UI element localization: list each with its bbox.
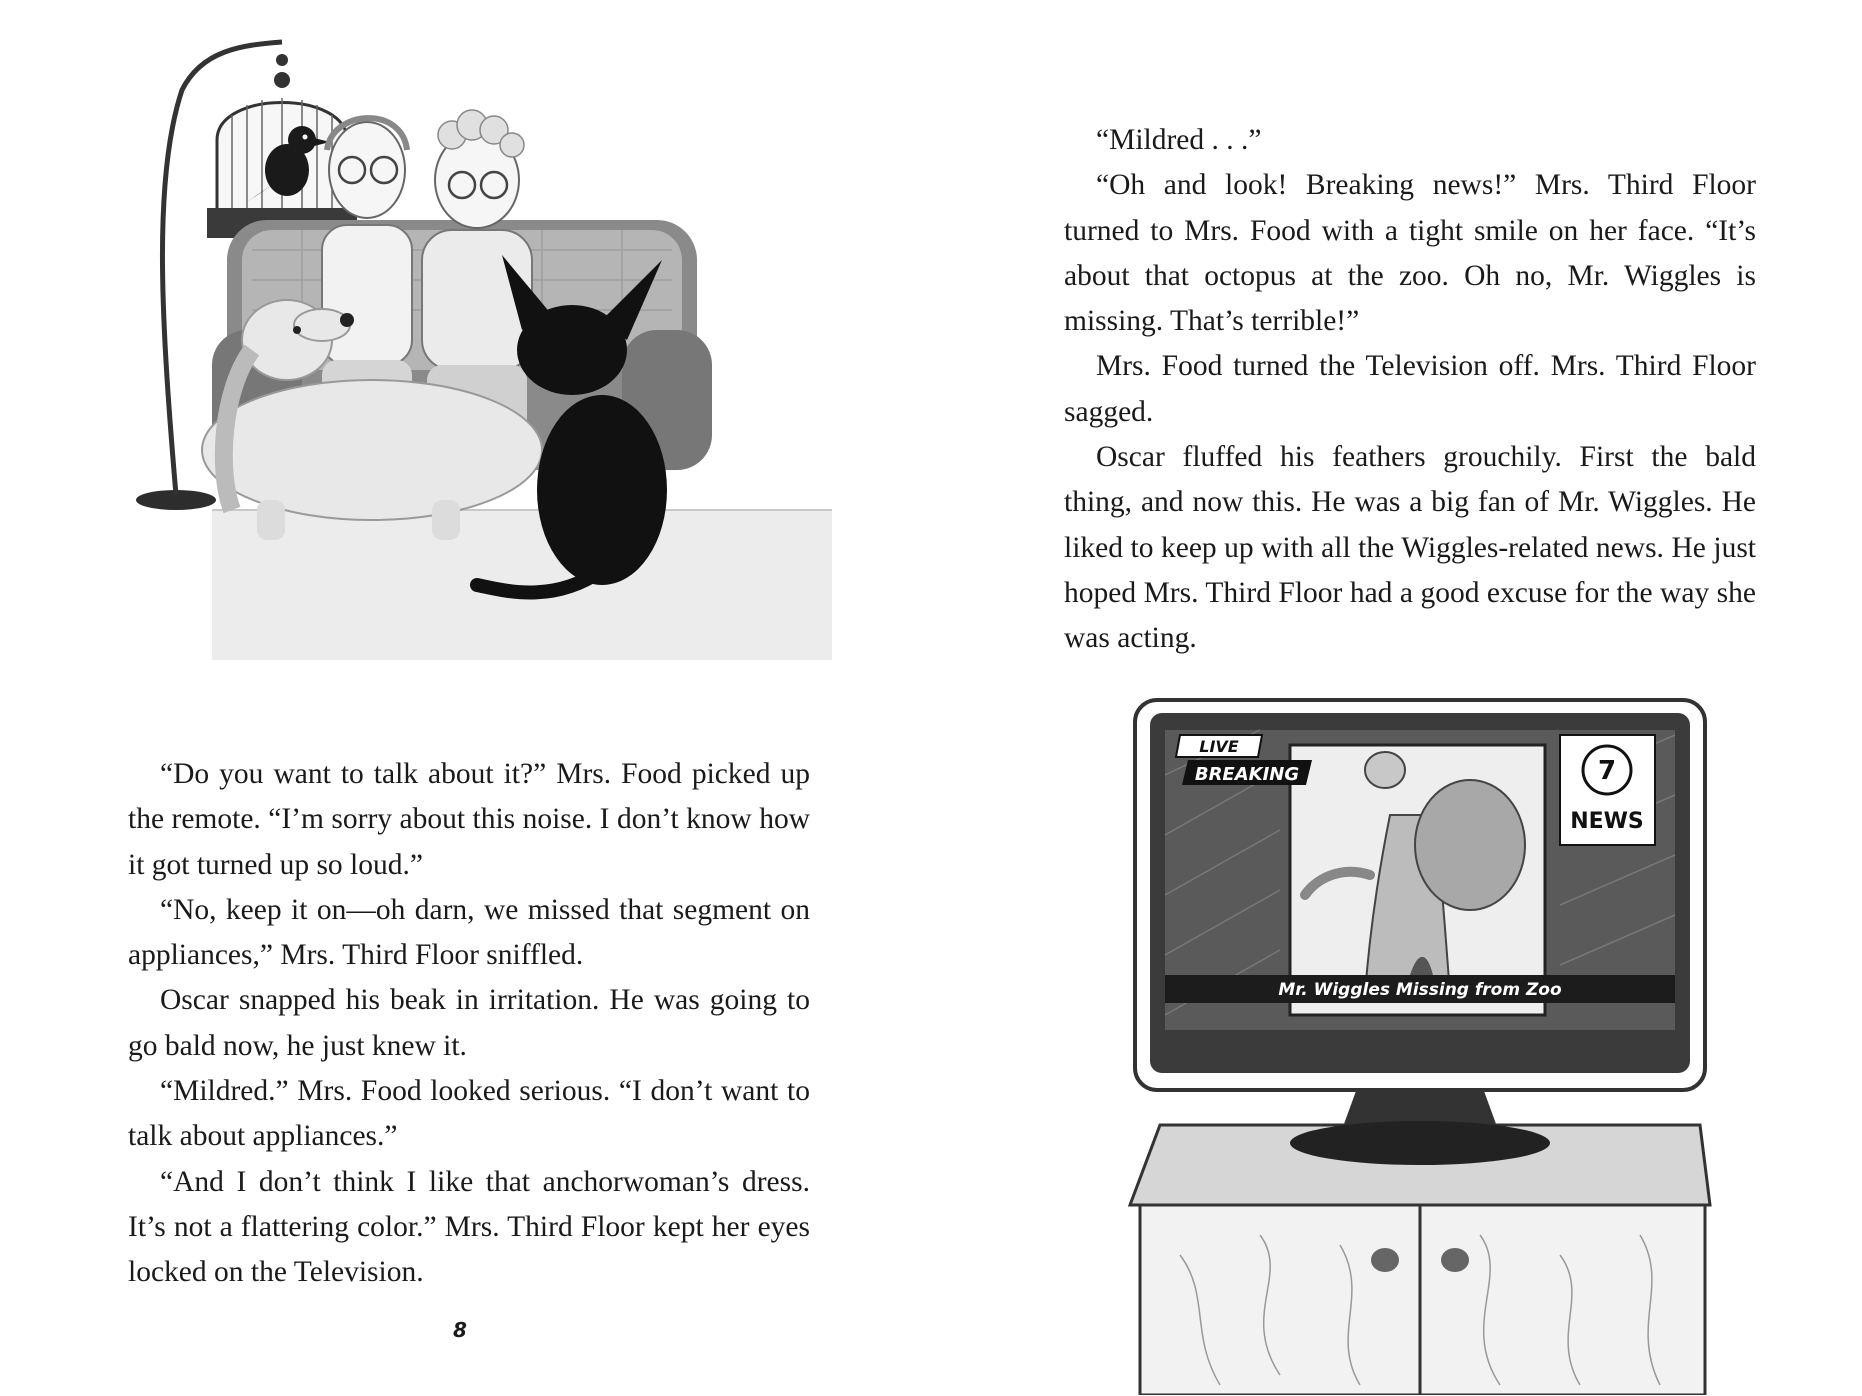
breaking-label: BREAKING — [1194, 764, 1300, 785]
tv-cabinet — [1130, 1125, 1710, 1395]
logo-number: 7 — [1597, 756, 1617, 786]
paragraph: “Oh and look! Breaking news!” Mrs. Third Floor turned to Mrs. Food with a tight smile on her face. “It’s about that octopus at the zoo. Oh no, Mr. Wiggles is missing. That’s terrible!” — [1064, 169, 1756, 338]
living-room-illustration — [122, 30, 862, 720]
news-logo — [1560, 735, 1655, 845]
paragraph: “And I don’t think I like that anchorwoman’s dress. It’s not a flattering color.” Mrs. Third Floor kept her eyes locked on the Television. — [128, 1165, 810, 1289]
breaking-badge — [1182, 760, 1312, 785]
paragraph: Mrs. Food turned the Television off. Mrs. Third Floor sagged. — [1064, 350, 1756, 428]
tv-stand — [1290, 1080, 1550, 1165]
page-number: 8 — [453, 1318, 467, 1342]
ticker-text: Mr. Wiggles Missing from Zoo — [1278, 980, 1562, 1000]
live-badge — [1176, 735, 1262, 757]
right-page-text — [1064, 118, 1756, 662]
paragraph: “No, keep it on—oh darn, we missed that segment on appliances,” Mrs. Third Floor sniffled. — [128, 893, 810, 972]
news-label: NEWS — [1570, 809, 1644, 834]
paragraph: Oscar snapped his beak in irritation. He was going to go bald now, he just knew it. — [128, 984, 810, 1062]
floor — [212, 510, 832, 660]
news-ticker — [1165, 975, 1675, 1003]
paragraph: “Do you want to talk about it?” Mrs. Food picked up the remote. “I’m sorry about this noise. I don’t know how it got turned up so loud.” — [128, 758, 810, 881]
paragraph: “Mildred . . .” — [1096, 124, 1262, 156]
left-page-text — [128, 752, 810, 1296]
paragraph: “Mildred.” Mrs. Food looked serious. “I don’t want to talk about appliances.” — [128, 1075, 810, 1153]
paragraph: Oscar fluffed his feathers grouchily. First the bald thing, and now this. He was a big fan of Mr. Wiggles. He liked to keep up with all the Wiggles-related news. He just hoped Mrs. Third Floor had a good excuse for the way she was acting. — [1064, 441, 1756, 655]
live-label: LIVE — [1199, 737, 1239, 756]
tv-screen — [1165, 730, 1675, 1030]
television-illustration — [1120, 695, 1720, 1395]
